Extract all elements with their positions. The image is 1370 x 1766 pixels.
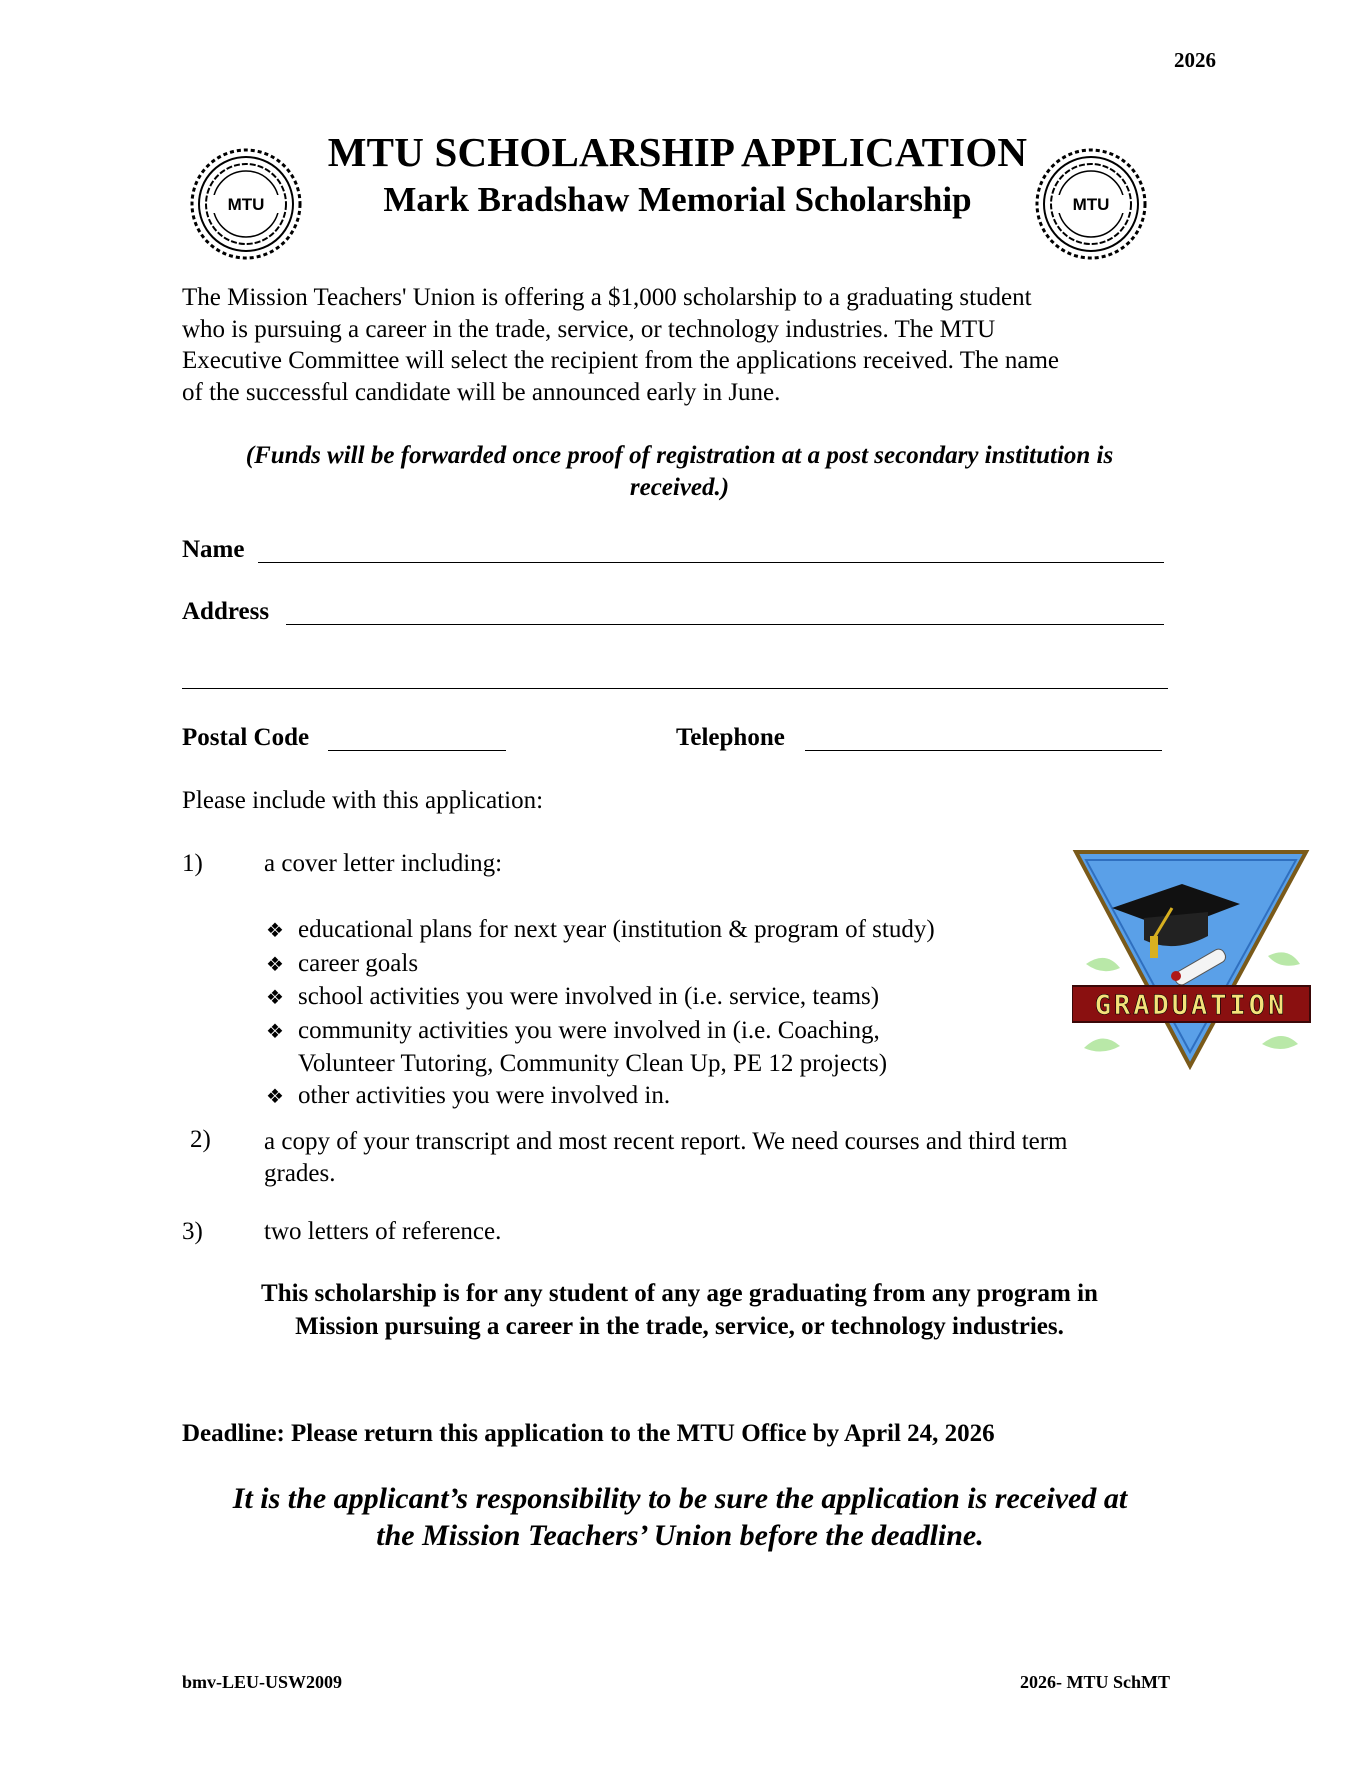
intro-line: of the successful candidate will be announced early in June. (182, 378, 781, 406)
bullet-icon: ❖ (266, 953, 284, 976)
bullet-icon: ❖ (266, 1020, 284, 1043)
item-number: 3) (182, 1218, 203, 1245)
page-subtitle: Mark Bradshaw Memorial Scholarship (383, 180, 972, 219)
item-number: 2) (190, 1126, 211, 1153)
name-label: Name (182, 536, 245, 563)
responsibility-statement: It is the applicant’s responsibility to be sure the application is received at the Mission Teachers’ Union before the deadline. (232, 1482, 1128, 1552)
eligibility-statement: This scholarship is for any student of any age graduating from any program in Mission pursuing a career in the trade, service, or technology industries. (261, 1280, 1098, 1340)
footer-right: 2026- MTU SchMT (1020, 1672, 1170, 1692)
intro-line: who is pursuing a career in the trade, service, or technology industries. The MTU (182, 315, 996, 343)
telephone-field[interactable] (805, 750, 1162, 751)
item-number: 1) (182, 850, 203, 877)
deadline-statement: Deadline: Please return this application to the MTU Office by April 24, 2026 (182, 1420, 995, 1447)
intro-line: Executive Committee will select the recipient from the applications received. The name (182, 347, 1059, 374)
logo-text: MTU (1072, 195, 1110, 214)
postal-code-field[interactable] (328, 750, 506, 751)
name-field[interactable] (258, 562, 1164, 563)
bullet-icon: ❖ (266, 920, 284, 942)
include-intro: Please include with this application: (182, 787, 544, 814)
bullet-list (266, 914, 935, 1113)
bullet-icon: ❖ (266, 987, 284, 1009)
list-item: ❖ school activities you were involved in (i.e. service, teams) (266, 981, 935, 1015)
list-item: ❖ community activities you were involved in (i.e. Coaching, (266, 1015, 935, 1049)
address-field[interactable] (286, 624, 1164, 625)
document-year: 2026 (1174, 48, 1216, 72)
page-title: MTU SCHOLARSHIP APPLICATION (327, 129, 1028, 175)
postal-code-label: Postal Code (182, 724, 310, 751)
bullet-icon: ❖ (266, 1085, 284, 1108)
telephone-label: Telephone (676, 724, 785, 751)
item-text: two letters of reference. (264, 1218, 502, 1245)
logo-text: MTU (227, 195, 265, 214)
funds-note (182, 440, 1177, 503)
funds-note-line: received.) (629, 473, 730, 501)
item-text: a copy of your transcript and most recent report. We need courses and third term grades. (264, 1128, 1068, 1187)
funds-note-line: (Funds will be forwarded once proof of registration at a post secondary institution is (245, 442, 1114, 469)
list-item: ❖ other activities you were involved in. (266, 1080, 935, 1114)
footer-left: bmv-LEU-USW2009 (182, 1672, 343, 1692)
address-label: Address (182, 598, 270, 625)
intro-line: The Mission Teachers' Union is offering a $1,000 scholarship to a graduating student (182, 284, 1032, 311)
list-item: ❖ career goals (266, 948, 935, 982)
intro-paragraph (182, 282, 1177, 408)
graduation-clipart-icon (1072, 848, 1312, 1070)
list-item: ❖ educational plans for next year (institution & program of study) (266, 914, 935, 948)
address-line-2-field[interactable] (182, 688, 1168, 689)
list-item-continuation: Volunteer Tutoring, Community Clean Up, PE 12 projects) (298, 1050, 888, 1077)
graduation-banner-text: GRADUATION (1094, 990, 1288, 1021)
item-text: a cover letter including: (264, 850, 503, 877)
